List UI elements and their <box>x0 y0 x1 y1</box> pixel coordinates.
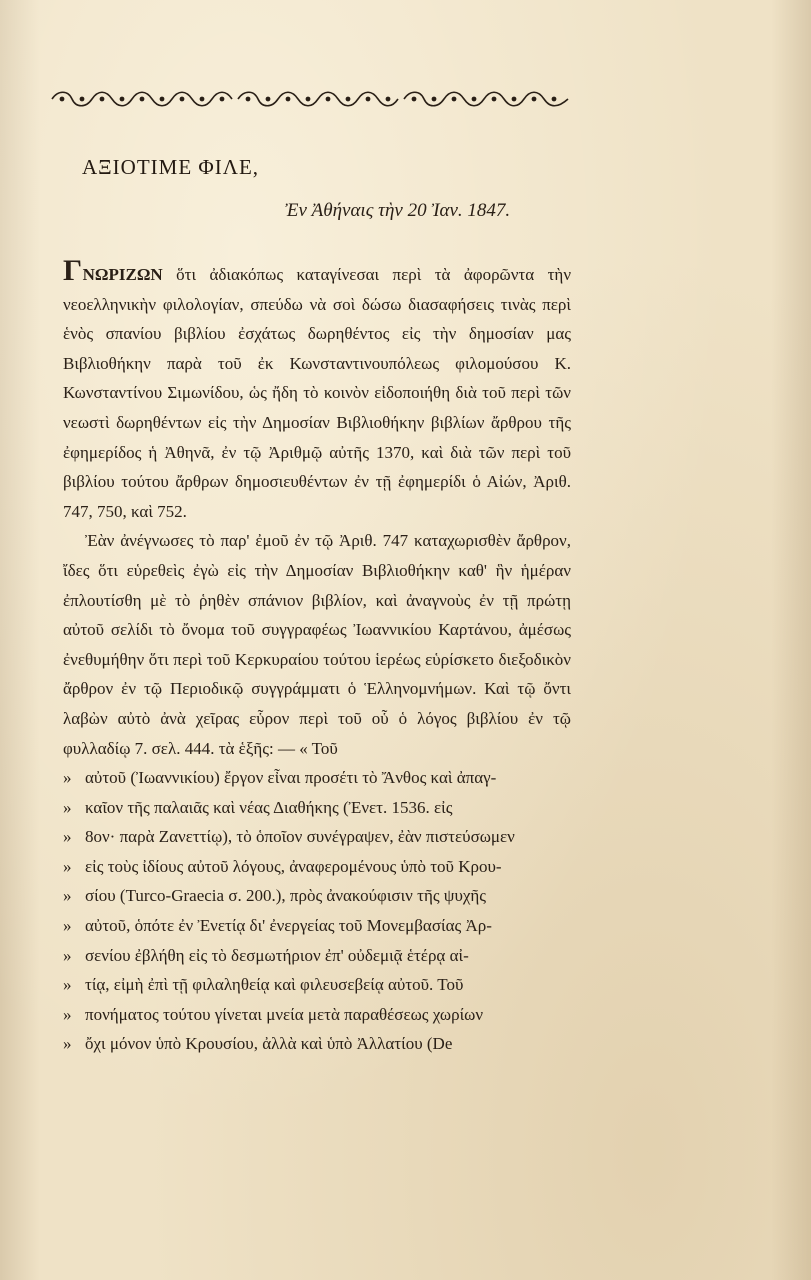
quote-mark: » <box>63 1004 72 1024</box>
quotation-line <box>63 793 571 823</box>
quotation-line <box>63 970 571 1000</box>
paragraph-1-text: ὅτι ἀδιακόπως καταγίνεσαι περὶ τὰ ἀφορῶντα τὴν νεοελληνικὴν φιλολογίαν, σπεύδω νὰ σοὶ δώσω διασαφήσεις τινὰς περὶ ἑνὸς σπανίου βιβλίου ἐσχάτως δωρηθέντος εἰς τὴν δημοσίαν μας Βιβλιοθήκην παρὰ τοῦ ἐκ Κωνσταντινουπόλεως φιλομούσου Κ. Κωνσταντίνου Σιμωνίδου, ὡς ἤδη τὸ κοινὸν εἰδοποιήθη διὰ τοῦ περὶ τῶν νεωστὶ δωρηθέντων εἰς τὴν Δημοσίαν Βιβλιοθήκην βιβλίων ἄρθρου τῆς ἐφημερίδος ἡ Ἀθηνᾶ, ἐν τῷ Ἀριθμῷ αὐτῆς 1370, καὶ διὰ τῶν περὶ τοῦ βιβλίου τούτου ἄρθρων δημοσιευθέντων ἐν τῇ ἐφημερίδι ὁ Αἰών, Ἀριθ. 747, 750, καὶ 752. <box>63 265 571 521</box>
quotation-line-text: πονήματος τούτου γίνεται μνεία μετὰ παραθέσεως χωρίων <box>85 1004 484 1024</box>
quotation-line <box>63 763 571 793</box>
letter-dateline: Ἐν Ἀθήναις τὴν 20 Ἰαν. 1847. <box>285 200 511 221</box>
quotation-line <box>63 1029 571 1059</box>
quote-mark: » <box>63 797 72 817</box>
decorative-ornament-band <box>50 88 570 110</box>
quotation-line-text: σίου (Turco-Graecia σ. 200.), πρὸς ἀνακούφισιν τῆς ψυχῆς <box>85 886 487 906</box>
quote-mark: » <box>63 768 72 788</box>
quotation-line-text: ὄχι μόνον ὑπὸ Κρουσίου, ἀλλὰ καὶ ὑπὸ Ἀλλατίου (De <box>85 1034 453 1054</box>
quote-mark: » <box>63 856 72 876</box>
quote-mark: » <box>63 945 72 965</box>
paragraph-1 <box>63 254 571 526</box>
letter-salutation: ΑΞΙΟΤΙΜΕ ΦΙΛΕ, <box>82 155 260 179</box>
quote-mark: » <box>63 975 72 995</box>
letter-body <box>63 254 571 1059</box>
paragraph-1-lead-word: ΝΩΡΙΖΩΝ <box>82 265 163 284</box>
quotation-line-text: τίᾳ, εἰμὴ ἐπὶ τῇ φιλαληθείᾳ καὶ φιλευσεβείᾳ αὐτοῦ. Τοῦ <box>85 975 464 995</box>
quotation-line <box>63 852 571 882</box>
quote-mark: » <box>63 1034 72 1054</box>
quotation-line <box>63 911 571 941</box>
paragraph-2: Ἐὰν ἀνέγνωσες τὸ παρ' ἐμοῦ ἐν τῷ Ἀριθ. 747 καταχωρισθὲν ἄρθρον, ἴδες ὅτι εὑρεθεὶς ἐγὼ εἰς τὴν Δημοσίαν Βιβλιοθήκην καθ' ἣν ἡμέραν ἐπλουτίσθη μὲ τὸ ῥηθὲν σπάνιον βιβλίον, καὶ ἀναγνοὺς ἐν τῇ πρώτῃ αὐτοῦ σελίδι τὸ ὄνομα τοῦ συγγραφέως Ἰωαννικίου Καρτάνου, ἀμέσως ἐνεθυμήθην ὅτι περὶ τοῦ Κερκυραίου τούτου ἱερέως εὑρίσκετο διεξοδικὸν ἄρθρον ἐν τῷ Περιοδικῷ συγγράμματι ὁ Ἑλληνομνήμων. Καὶ τῷ ὄντι λαβὼν αὐτὸ ἀνὰ χεῖρας εὗρον περὶ τοῦ οὗ ὁ λόγος βιβλίου ἐν τῷ φυλλαδίῳ 7. σελ. 444. τὰ ἑξῆς: — « Τοῦ <box>63 531 571 758</box>
quotation-line <box>63 941 571 971</box>
quotation-line-text: 8ον· παρὰ Ζανεττίῳ), τὸ ὁποῖον συνέγραψεν, ἐὰν πιστεύσωμεν <box>85 827 515 847</box>
quote-mark: » <box>63 916 72 936</box>
quotation-block <box>63 763 571 1059</box>
drop-cap: Γ <box>63 254 83 287</box>
quote-mark: » <box>63 827 72 847</box>
quotation-line-text: σενίου ἐβλήθη εἰς τὸ δεσμωτήριον ἐπ' οὐδεμιᾷ ἑτέρᾳ αἰ- <box>85 945 469 965</box>
quotation-line-text: αὐτοῦ, ὁπότε ἐν Ἐνετίᾳ δι' ἐνεργείας τοῦ Μονεμβασίας Ἀρ- <box>85 916 492 936</box>
quotation-line-text: καῖον τῆς παλαιᾶς καὶ νέας Διαθήκης (Ἐνετ. 1536. εἰς <box>85 797 453 817</box>
quotation-line <box>63 1000 571 1030</box>
quote-mark: » <box>63 886 72 906</box>
quotation-line <box>63 822 571 852</box>
quotation-line-text: αὐτοῦ (Ἰωαννικίου) ἔργον εἶναι προσέτι τὸ Ἄνθος καὶ ἀπαγ- <box>85 768 497 788</box>
quotation-line <box>63 881 571 911</box>
quotation-line-text: εἰς τοὺς ἰδίους αὐτοῦ λόγους, ἀναφερομένους ὑπὸ τοῦ Κρου- <box>85 856 502 876</box>
